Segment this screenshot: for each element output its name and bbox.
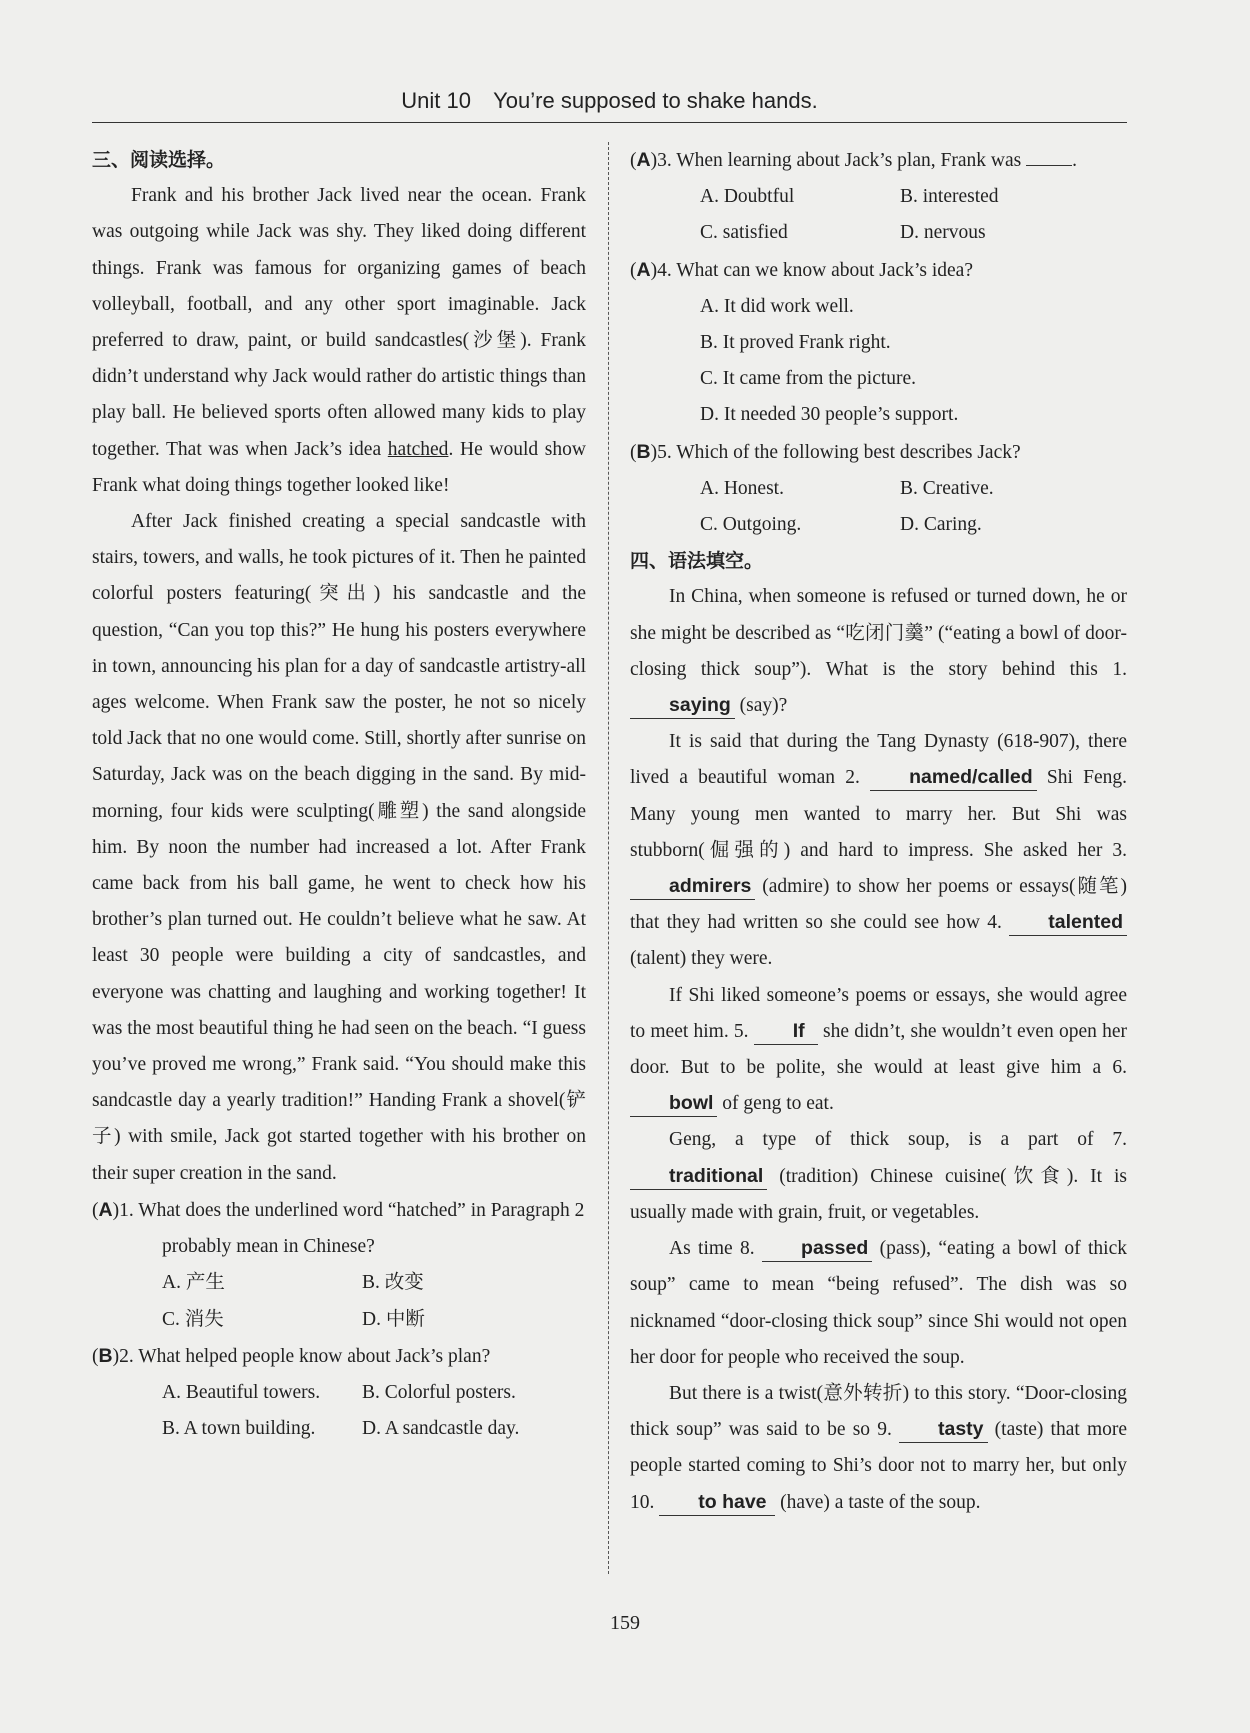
option: D. 中断: [362, 1308, 425, 1330]
option: D. nervous: [900, 222, 986, 244]
question-4: (A)4. What can we know about Jack’s idea? A. It did work well. B. It proved Frank right. C. It came from the picture. D. It needed 30 people’s support.: [630, 252, 1127, 434]
option: B. 改变: [362, 1272, 424, 1294]
unit-label: Unit 10: [401, 88, 472, 113]
answer-1: A: [98, 1198, 113, 1221]
answer-blank-4: talented: [1009, 909, 1127, 936]
reading-paragraph-1: Frank and his brother Jack lived near the ocean. Frank was outgoing while Jack was shy. They liked doing different things. Frank was famous for organizing games of beach volleyball, football, and any other sport imaginable. Jack preferred to draw, paint, or build sandcastles(沙堡). Frank didn’t understand why Jack would rather do artistic things than play ball. He believed sports often allowed many kids to play together. That was when Jack’s idea hatched. He would show Frank what doing things together looked like!: [92, 185, 586, 496]
answer-blank-6: bowl: [630, 1090, 717, 1117]
option: A. 产生: [162, 1272, 225, 1294]
right-column: [630, 142, 1127, 1521]
underlined-word: hatched: [387, 438, 449, 460]
answer-blank-2: named/called: [870, 764, 1037, 791]
grammar-paragraph-6: But there is a twist(意外转折) to this story. “Door-closing thick soup” was said to be so 9. tasty (taste) that more people started coming to Shi’s door not to marry her, but only 10. to have (have) a taste of the soup.: [630, 1376, 1127, 1521]
reading-section: [92, 142, 586, 1447]
answer-5: B: [636, 440, 651, 463]
column-divider: [608, 142, 609, 1574]
grammar-paragraph-1: In China, when someone is refused or turned down, he or she might be described as “吃闭门羹” (“eating a bowl of door-closing thick soup”). What is the story behind this 1. saying (say)?: [630, 579, 1127, 724]
reading-paragraph-2: After Jack finished creating a special sandcastle with stairs, towers, and walls, he took pictures of it. Then he painted colorful posters featuring(突出) his sandcastle and the question, “Can you top this?” He hung his posters everywhere in town, announcing his plan for a day of sandcastle artistry-all ages welcome. When Frank saw the poster, he not so nicely told Jack that no one would come. Still, shortly after sunrise on Saturday, Jack was on the beach digging in the sand. By mid-morning, four kids were sculpting(雕塑) the sand alongside him. By noon the number had increased a lot. After Frank came back from his ball game, he went to check how his brother’s plan turned out. He couldn’t believe what he saw. At least 30 people were building a city of sandcastles, and everyone was chatting and laughing and working together! It was the most beautiful thing he had seen on the beach. “I guess you’ve proved me wrong,” Frank said. “You should make this sandcastle day a yearly tradition!” Handing Frank a shovel(铲子) with smile, Jack got started together with his brother on their super creation in the sand.: [92, 511, 586, 1184]
grammar-paragraph-5: As time 8. passed (pass), “eating a bowl of thick soup” came to mean “being refused”. The dish was so nicknamed “door-closing thick soup” since Shi would not open her door for people who received the soup.: [630, 1237, 1127, 1368]
answer-blank-7: traditional: [630, 1163, 767, 1190]
option: D. A sandcastle day.: [362, 1418, 520, 1440]
answer-4: A: [636, 258, 651, 281]
answer-blank-3: admirers: [630, 873, 755, 900]
option: D. It needed 30 people’s support.: [700, 404, 959, 426]
answer-blank-10: to have: [659, 1489, 775, 1516]
answer-blank-1: saying: [630, 692, 735, 719]
question-5: (B)5. Which of the following best describes Jack? A. Honest. B. Creative. C. Outgoing. D. Caring.: [630, 434, 1127, 544]
option: C. Outgoing.: [700, 514, 802, 536]
option: A. Doubtful: [700, 186, 795, 208]
grammar-paragraph-2: It is said that during the Tang Dynasty (618-907), there lived a beautiful woman 2. named/called Shi Feng. Many young men wanted to marry her. But Shi was stubborn(倔强的) and hard to impress. She asked her 3. admirers (admire) to show her poems or essays(随笔) that they had written so she could see how 4. talented (talent) they were.: [630, 731, 1128, 970]
question-2: (B)2. What helped people know about Jack’s plan? A. Beautiful towers. B. Colorful posters. B. A town building. D. A sandcastle day.: [92, 1338, 586, 1448]
grammar-paragraph-3: If Shi liked someone’s poems or essays, she would agree to meet him. 5. If she didn’t, she wouldn’t even open her door. But to be polite, she would at least give him a 6. bowl of geng to eat.: [630, 978, 1127, 1123]
option: B. Colorful posters.: [362, 1381, 516, 1403]
answer-blank-5: If: [754, 1018, 818, 1045]
option: D. Caring.: [900, 514, 982, 536]
question-blank: [1026, 165, 1072, 166]
option: A. Beautiful towers.: [162, 1381, 321, 1403]
page-number: 159: [610, 1612, 640, 1634]
option: A. Honest.: [700, 477, 784, 499]
reading-section-title: 三、阅读选择。: [92, 149, 226, 171]
question-3: (A)3. When learning about Jack’s plan, Frank was . A. Doubtful B. interested C. satisfied D. nervous: [630, 142, 1127, 252]
option: B. It proved Frank right.: [700, 332, 891, 354]
question-1: (A)1. What does the underlined word “hatched” in Paragraph 2 probably mean in Chinese? A. 产生 B. 改变 C. 消失 D. 中断: [92, 1192, 586, 1338]
answer-3: A: [636, 149, 651, 171]
answer-blank-9: tasty: [899, 1416, 988, 1443]
option: B. A town building.: [162, 1418, 316, 1440]
option: B. interested: [900, 186, 999, 208]
option: C. 消失: [162, 1308, 224, 1330]
option: C. It came from the picture.: [700, 368, 917, 390]
grammar-section-title: 四、语法填空。: [630, 550, 764, 573]
answer-2: B: [98, 1344, 113, 1367]
option: B. Creative.: [900, 477, 994, 499]
option: C. satisfied: [700, 222, 788, 244]
grammar-paragraph-4: Geng, a type of thick soup, is a part of 7. traditional (tradition) Chinese cuisine(饮食). It is usually made with grain, fruit, or vegetables.: [630, 1129, 1127, 1223]
unit-title: You’re supposed to shake hands.: [493, 88, 818, 113]
page-header: [92, 88, 1127, 123]
option: A. It did work well.: [700, 295, 854, 317]
answer-blank-8: passed: [762, 1235, 872, 1262]
